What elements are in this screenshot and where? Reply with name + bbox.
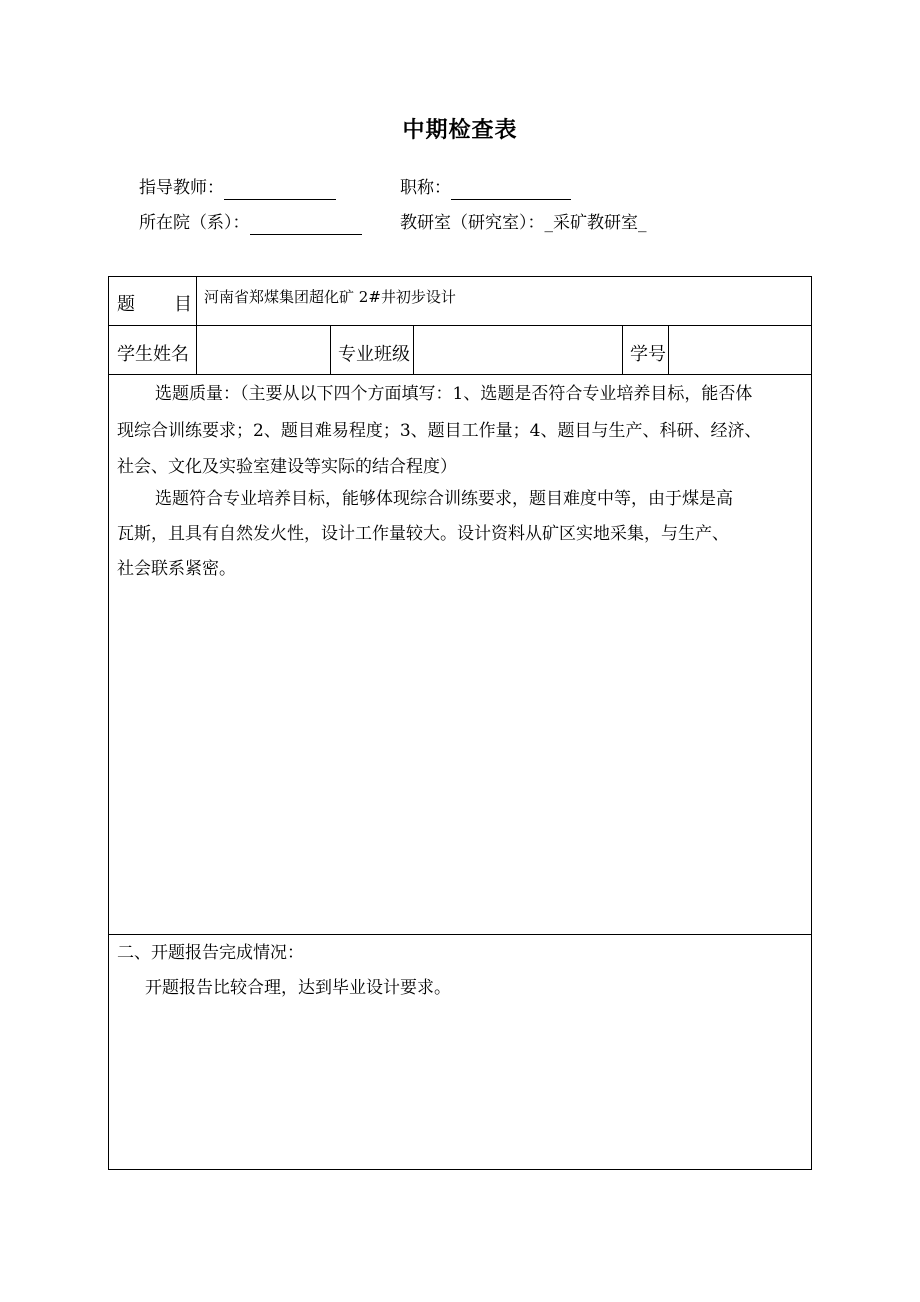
section1-line-2: 现综合训练要求；2、题目难易程度；3、题目工作量；4、题目与生产、科研、经济、 (117, 421, 762, 441)
col-divider-topic (196, 276, 197, 374)
col-divider-major-label (413, 325, 414, 374)
col-divider-id-label (668, 325, 669, 374)
college-blank (250, 216, 362, 235)
col-divider-major-value (622, 325, 623, 374)
row-divider-1 (108, 325, 812, 326)
row-divider-2 (108, 374, 812, 375)
office-field (400, 211, 647, 235)
major-class-label: 专业班级 (338, 344, 410, 365)
topic-label-2: 目 (174, 294, 192, 315)
rank-field (400, 176, 571, 200)
advisor-blank (224, 181, 336, 200)
section2-heading: 二、开题报告完成情况： (117, 943, 304, 963)
advisor-label: 指导教师： (139, 178, 224, 198)
section1-line-5: 瓦斯，且具有自然发火性，设计工作量较大。设计资料从矿区实地采集，与生产、 (117, 524, 729, 544)
section1-line-1: 选题质量：（主要从以下四个方面填写：1、选题是否符合专业培养目标，能否体 (155, 384, 753, 404)
college-field (139, 211, 362, 235)
student-name-label: 学生姓名 (117, 344, 189, 365)
college-label: 所在院（系）： (139, 213, 250, 233)
section1-line-3: 社会、文化及实验室建设等实际的结合程度） (117, 457, 457, 477)
advisor-field (139, 176, 336, 200)
office-value: _采矿教研室_ (544, 213, 647, 233)
rank-blank (451, 181, 571, 200)
topic-label-1: 题 (117, 294, 135, 315)
office-label: 教研室（研究室）： (400, 213, 545, 233)
section1-line-6: 社会联系紧密。 (117, 559, 236, 579)
topic-value: 河南省郑煤集团超化矿 2#井初步设计 (204, 288, 456, 306)
student-id-label: 学号 (630, 344, 666, 365)
page-title: 中期检查表 (402, 118, 518, 143)
col-divider-name-value (330, 325, 331, 374)
section2-body: 开题报告比较合理，达到毕业设计要求。 (145, 978, 451, 998)
section1-line-4: 选题符合专业培养目标，能够体现综合训练要求，题目难度中等，由于煤是高 (155, 489, 733, 509)
rank-label: 职称： (400, 178, 451, 198)
